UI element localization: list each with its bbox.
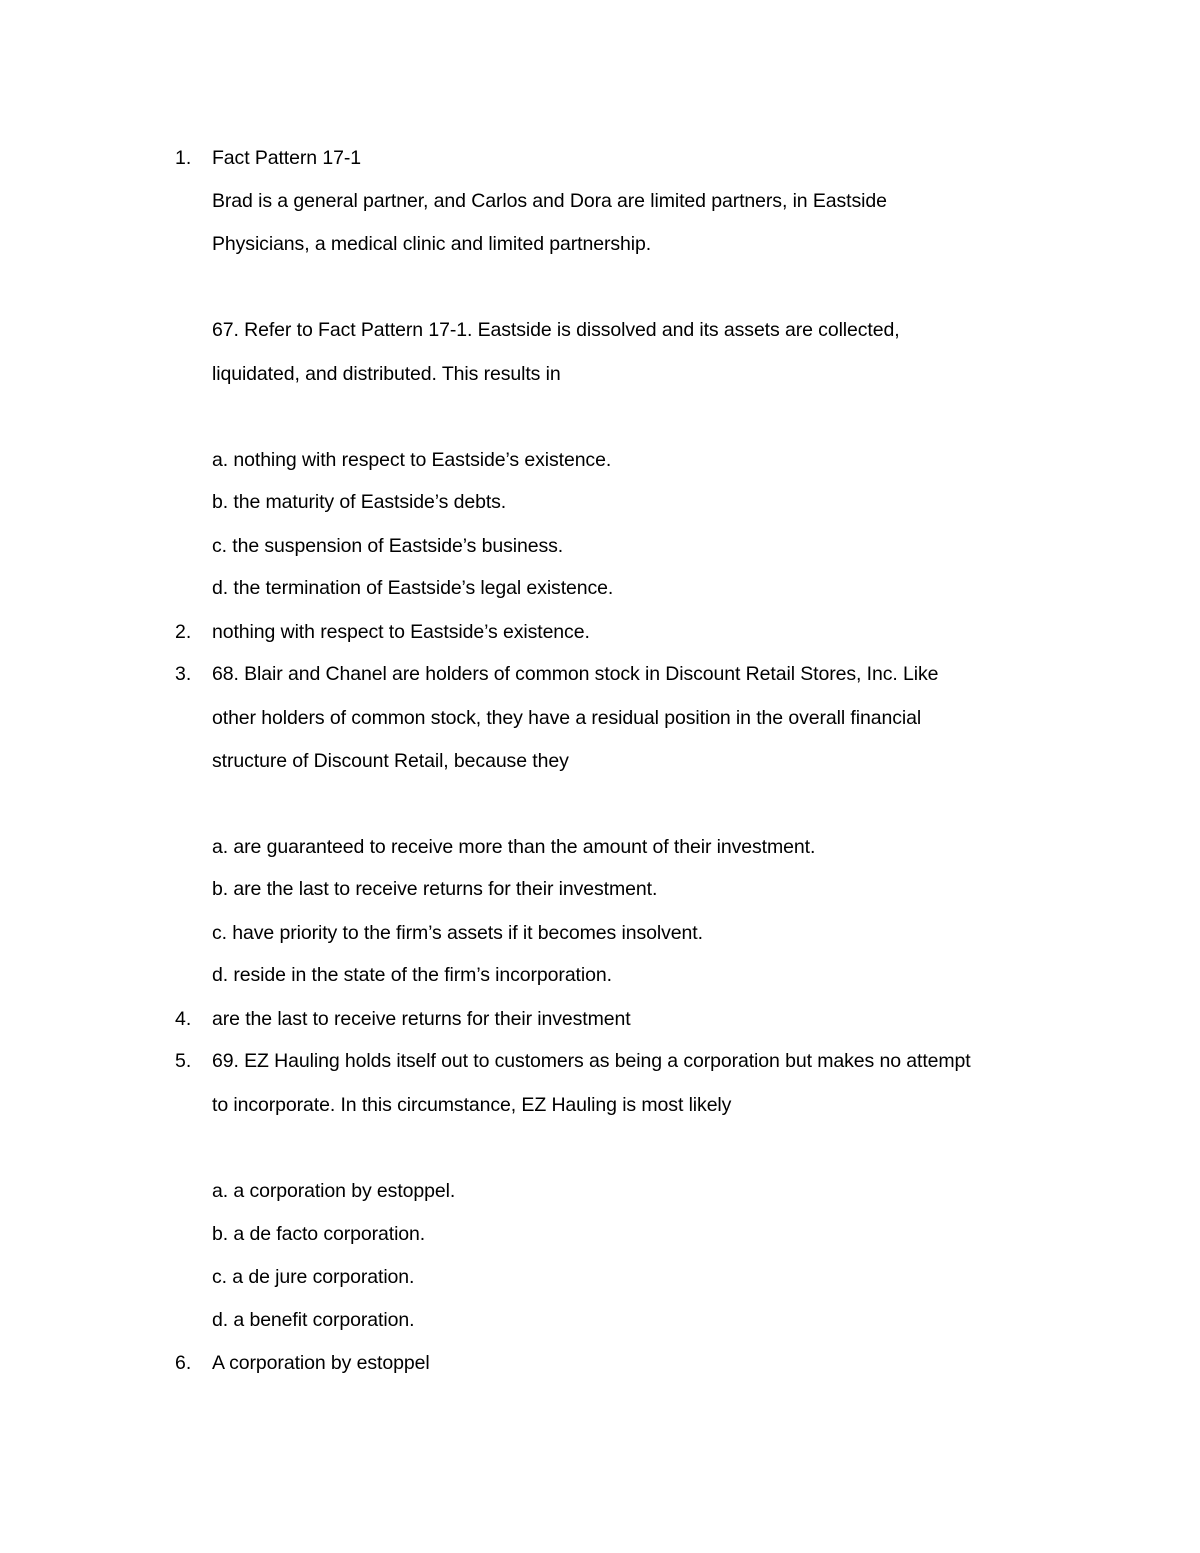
answer-option: a. nothing with respect to Eastside’s existence. bbox=[212, 449, 612, 471]
list-number: 3. bbox=[175, 663, 192, 685]
answer-option: c. the suspension of Eastside’s business. bbox=[212, 535, 564, 557]
list-number: 5. bbox=[175, 1050, 192, 1072]
answer-text: are the last to receive returns for their investment bbox=[212, 1008, 631, 1030]
answer-option: b. are the last to receive returns for their investment. bbox=[212, 878, 658, 900]
answer-option: d. a benefit corporation. bbox=[212, 1309, 415, 1331]
question-text: 67. Refer to Fact Pattern 17-1. Eastside is dissolved and its assets are collected, bbox=[212, 319, 900, 341]
answer-option: b. the maturity of Eastside’s debts. bbox=[212, 491, 507, 513]
list-number: 6. bbox=[175, 1352, 192, 1374]
question-text: structure of Discount Retail, because they bbox=[212, 750, 569, 772]
list-number: 4. bbox=[175, 1008, 192, 1030]
answer-option: c. have priority to the firm’s assets if it becomes insolvent. bbox=[212, 922, 703, 944]
answer-option: b. a de facto corporation. bbox=[212, 1223, 426, 1245]
answer-option: a. are guaranteed to receive more than the amount of their investment. bbox=[212, 836, 816, 858]
question-text: liquidated, and distributed. This results in bbox=[212, 363, 561, 385]
fact-pattern-title: Fact Pattern 17-1 bbox=[212, 147, 361, 169]
answer-option: d. reside in the state of the firm’s incorporation. bbox=[212, 964, 612, 986]
answer-option: c. a de jure corporation. bbox=[212, 1266, 415, 1288]
fact-pattern-text: Physicians, a medical clinic and limited partnership. bbox=[212, 233, 652, 255]
answer-option: d. the termination of Eastside’s legal existence. bbox=[212, 577, 614, 599]
list-number: 2. bbox=[175, 621, 192, 643]
answer-text: nothing with respect to Eastside’s existence. bbox=[212, 621, 590, 643]
question-text: to incorporate. In this circumstance, EZ Hauling is most likely bbox=[212, 1094, 732, 1116]
question-text: 68. Blair and Chanel are holders of common stock in Discount Retail Stores, Inc. Like bbox=[212, 663, 939, 685]
answer-option: a. a corporation by estoppel. bbox=[212, 1180, 456, 1202]
question-text: other holders of common stock, they have a residual position in the overall financial bbox=[212, 707, 922, 729]
list-number: 1. bbox=[175, 147, 192, 169]
answer-text: A corporation by estoppel bbox=[212, 1352, 430, 1374]
fact-pattern-text: Brad is a general partner, and Carlos and Dora are limited partners, in Eastside bbox=[212, 190, 887, 212]
question-text: 69. EZ Hauling holds itself out to customers as being a corporation but makes no attempt bbox=[212, 1050, 971, 1072]
